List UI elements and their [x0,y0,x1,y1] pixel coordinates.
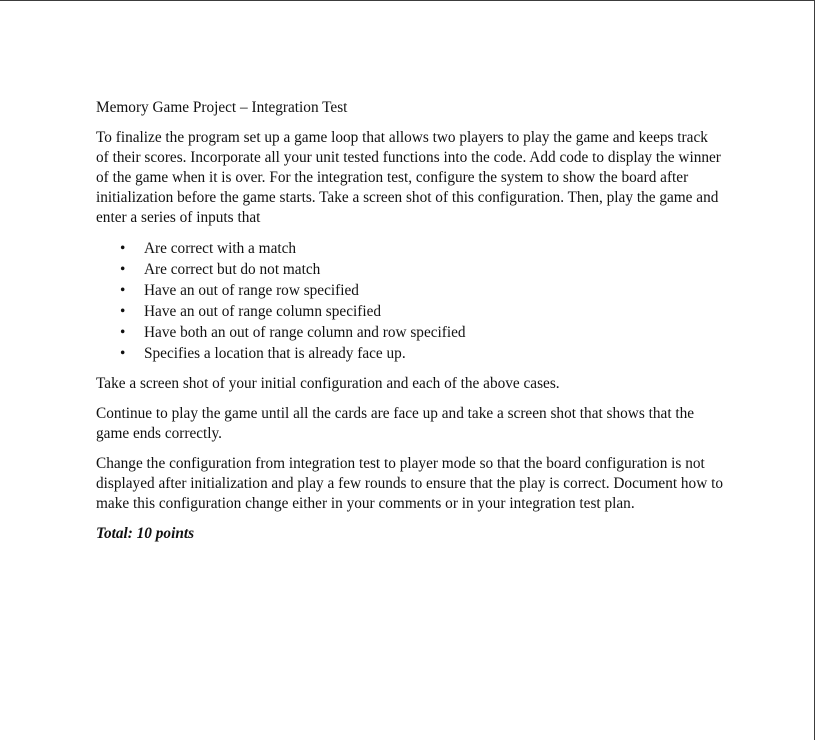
list-item [96,259,724,280]
bullet-icon: • [120,240,126,257]
document-title: Memory Game Project – Integration Test [96,99,348,116]
list-item-text: Have both an out of range column and row specified [144,324,466,341]
list-item-text: Specifies a location that is already face up. [144,345,406,362]
bullet-icon: • [120,345,126,362]
player-mode-paragraph: Change the configuration from integration test to player mode so that the board configuration is not displayed after initialization and play a few rounds to ensure that the play is correct. Document how to make this configuration change either in your comments or in your integration test plan. [96,455,723,512]
list-item-text: Have an out of range column specified [144,303,382,320]
list-item-text: Have an out of range row specified [144,282,359,299]
input-cases-list [96,238,724,364]
total-points: Total: 10 points [96,525,195,542]
screenshot-paragraph: Take a screen shot of your initial configuration and each of the above cases. [96,375,560,392]
bullet-icon: • [120,324,126,341]
document-body [96,98,724,544]
list-item-text: Are correct with a match [144,240,297,257]
list-item [96,280,724,301]
bullet-icon: • [120,303,126,320]
continue-paragraph: Continue to play the game until all the cards are face up and take a screen shot that shows that the game ends correctly. [96,405,695,442]
intro-paragraph: To finalize the program set up a game loop that allows two players to play the game and keeps track of their scores. Incorporate all your unit tested functions into the code. Add code to display the winner of the game when it is over. For the integration test, configure the system to show the board after initialization before the game starts. Take a screen shot of this configuration. Then, play the game and enter a series of inputs that [96,129,721,226]
list-item [96,238,724,259]
list-item [96,322,724,343]
bullet-icon: • [120,282,126,299]
list-item [96,301,724,322]
bullet-icon: • [120,261,126,278]
list-item [96,343,724,364]
list-item-text: Are correct but do not match [144,261,321,278]
